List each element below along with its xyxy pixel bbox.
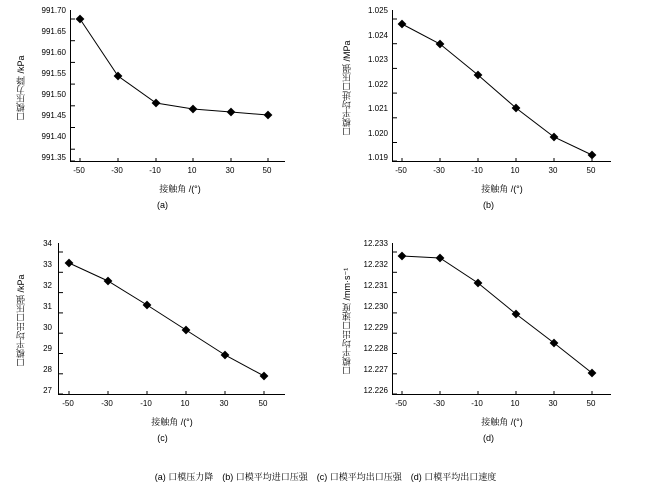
- y-axis-label-a: 口模压力降 /kPa: [16, 55, 26, 121]
- x-tick-label-b: 30: [548, 166, 558, 175]
- y-tick-label-a: 991.45: [41, 111, 66, 120]
- x-tick-label-c: -10: [140, 399, 152, 408]
- y-tick-label-b: 1.022: [367, 80, 388, 89]
- y-tick-label-b: 1.025: [367, 6, 388, 15]
- plot-area-d: [392, 243, 611, 395]
- x-tick-label-b: 10: [510, 166, 520, 175]
- x-tick-label-a: -10: [149, 166, 161, 175]
- chart-panel-c: [0, 233, 325, 458]
- x-tick-label-b: -30: [433, 166, 445, 175]
- x-axis-label-a: 接触角 /(°): [159, 184, 201, 194]
- y-tick-label-d: 12.226: [363, 386, 388, 395]
- y-tick-label-d: 12.230: [363, 302, 388, 311]
- x-tick-label-c: 30: [219, 399, 229, 408]
- series-c: [59, 243, 286, 395]
- x-axis-label-b: 接触角 /(°): [481, 184, 523, 194]
- y-tick-label-d: 12.232: [363, 260, 388, 269]
- y-axis-label-d: 口模平均出口速度 /mm·s⁻¹: [342, 267, 352, 376]
- panel-caption-a: (a): [157, 200, 168, 210]
- y-tick-label-b: 1.024: [367, 31, 388, 40]
- x-tick-label-a: 30: [225, 166, 235, 175]
- x-tick-label-d: -50: [395, 399, 407, 408]
- x-tick-label-c: -30: [101, 399, 113, 408]
- y-tick-label-d: 12.227: [363, 365, 388, 374]
- x-tick-label-a: -30: [111, 166, 123, 175]
- y-axis-label-b: 口模平均进口压强 /MPa: [342, 40, 352, 137]
- y-tick-label-b: 1.019: [367, 153, 388, 162]
- x-tick-label-b: -10: [471, 166, 483, 175]
- plot-area-c: [58, 243, 285, 395]
- panel-caption-c: (c): [157, 433, 168, 443]
- y-tick-label-a: 991.70: [41, 6, 66, 15]
- panel-caption-b: (b): [483, 200, 494, 210]
- x-tick-label-d: 10: [510, 399, 520, 408]
- chart-panel-a: [0, 0, 325, 225]
- x-axis-label-d: 接触角 /(°): [481, 417, 523, 427]
- y-tick-label-c: 30: [43, 323, 52, 332]
- y-tick-label-a: 991.50: [41, 90, 66, 99]
- y-tick-label-d: 12.231: [363, 281, 388, 290]
- figure-footer-caption: (a) 口模压力降 (b) 口模平均进口压强 (c) 口模平均出口压强 (d) 口模平均出口速度: [154, 472, 497, 482]
- y-tick-label-c: 28: [43, 365, 52, 374]
- y-tick-label-a: 991.65: [41, 27, 66, 36]
- y-tick-label-d: 12.233: [363, 239, 388, 248]
- y-tick-label-b: 1.023: [367, 55, 388, 64]
- y-tick-label-a: 991.40: [41, 132, 66, 141]
- x-tick-label-b: -50: [395, 166, 407, 175]
- y-tick-label-c: 34: [43, 239, 52, 248]
- x-tick-label-d: -10: [471, 399, 483, 408]
- y-tick-label-a: 991.55: [41, 69, 66, 78]
- x-axis-label-c: 接触角 /(°): [151, 417, 193, 427]
- y-tick-label-b: 1.020: [367, 129, 388, 138]
- y-tick-label-c: 27: [43, 386, 52, 395]
- y-tick-label-c: 29: [43, 344, 52, 353]
- x-tick-label-d: -30: [433, 399, 445, 408]
- series-a: [71, 10, 286, 162]
- y-axis-label-c: 口模平均出口压强 /kPa: [16, 274, 26, 368]
- x-tick-label-d: 50: [586, 399, 596, 408]
- panel-caption-d: (d): [483, 433, 494, 443]
- x-tick-label-a: -50: [73, 166, 85, 175]
- series-b: [393, 10, 612, 162]
- chart-panel-b: [326, 0, 651, 225]
- x-tick-label-a: 10: [187, 166, 197, 175]
- plot-area-b: [392, 10, 611, 162]
- y-tick-label-a: 991.35: [41, 153, 66, 162]
- x-tick-label-b: 50: [586, 166, 596, 175]
- x-tick-label-c: -50: [62, 399, 74, 408]
- x-tick-label-d: 30: [548, 399, 558, 408]
- y-tick-label-c: 33: [43, 260, 52, 269]
- y-tick-label-a: 991.60: [41, 48, 66, 57]
- x-tick-label-a: 50: [262, 166, 272, 175]
- y-tick-label-d: 12.228: [363, 344, 388, 353]
- y-tick-label-b: 1.021: [367, 104, 388, 113]
- y-tick-label-c: 31: [43, 302, 52, 311]
- chart-panel-d: [326, 233, 651, 458]
- series-d: [393, 243, 612, 395]
- y-tick-label-c: 32: [43, 281, 52, 290]
- plot-area-a: [70, 10, 285, 162]
- y-tick-label-d: 12.229: [363, 323, 388, 332]
- x-tick-label-c: 50: [258, 399, 268, 408]
- x-tick-label-c: 10: [180, 399, 190, 408]
